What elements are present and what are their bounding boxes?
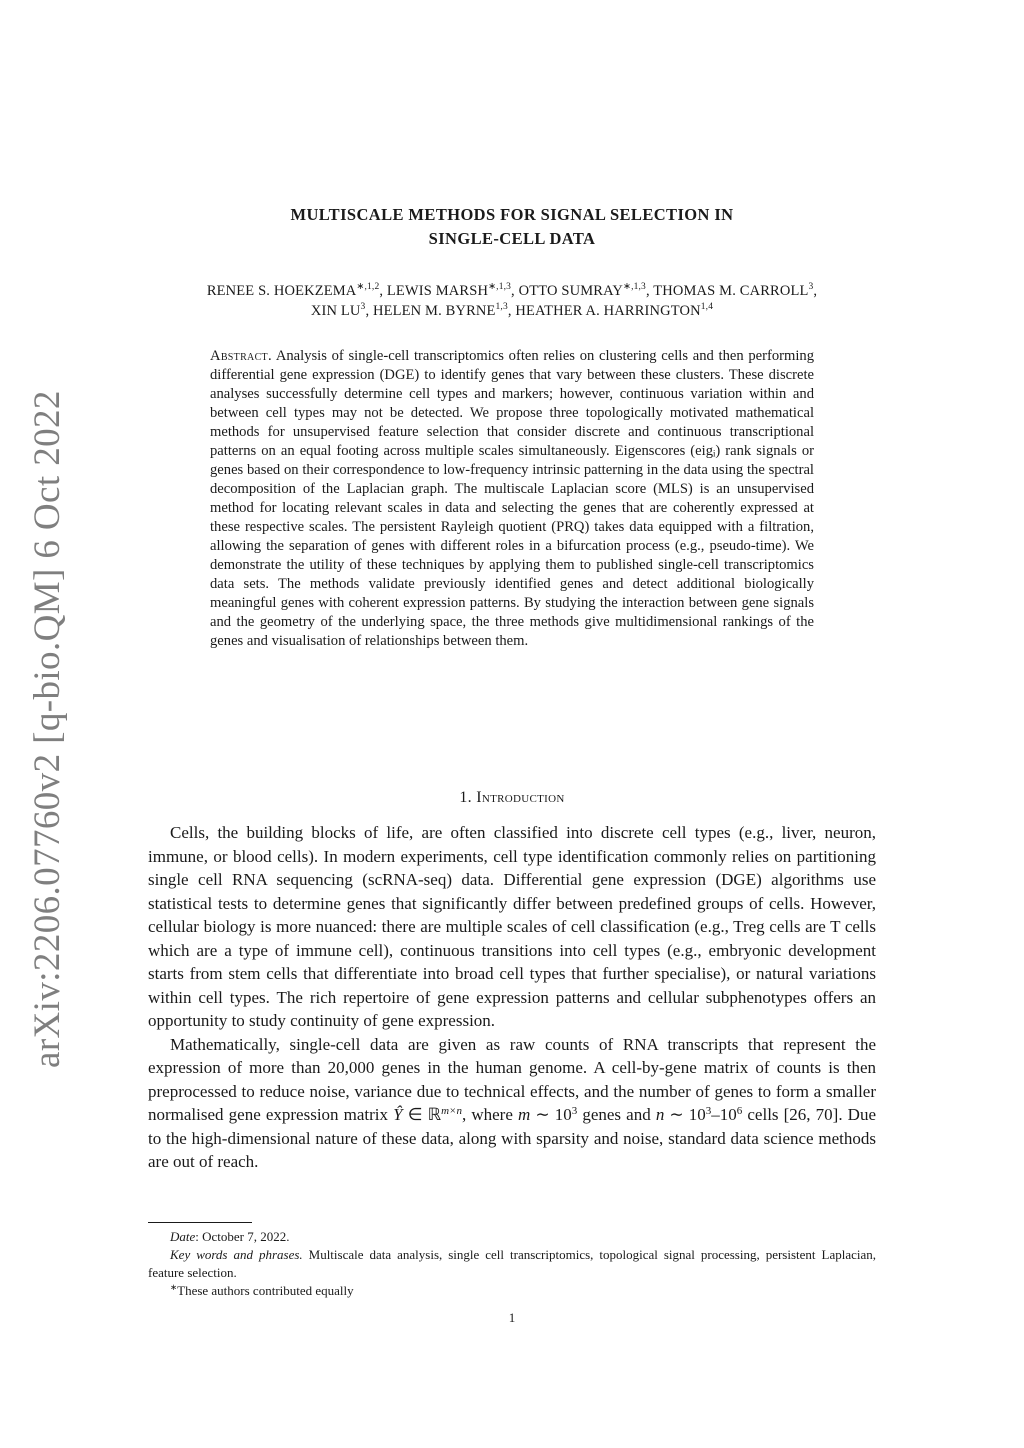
paragraph-text: Mathematically, single-cell data are given as raw counts of RNA transcripts that represent the expression of more than 20,000 genes in the human genome. A cell-by-gene matrix of counts is then preprocessed to reduce noise, variance due to technical effects, and the number of genes to form a smaller normalised gene expression matrix xyxy=(148,1034,876,1124)
author-affiliation: ∗,1,3 xyxy=(622,282,646,292)
math-superscript: 3 xyxy=(571,1105,578,1117)
author-name: LEWIS MARSH xyxy=(386,283,489,299)
paragraph xyxy=(148,1033,876,1174)
math-matrix-symbol: Ŷ xyxy=(393,1105,403,1124)
paragraph: Cells, the building blocks of life, are often classified into discrete cell types (e.g., liver, neuron, immune, or blood cells). In modern experiments, cell type identification commonly relies on partitioning single cell RNA sequencing (scRNA-seq) data. Differential gene expression (DGE) algorithms use statistical tests to determine genes that significantly differ between predefined groups of cells. However, cellular biology is more nuanced: there are multiple scales of cell classification (e.g., Treg cells are T cells which are a type of immune cell), continuous transitions into cell types (e.g., embryonic development starts from stem cells that differentiate into broad cell types that further specialise), or natural variations within cell types. The rich repertoire of gene expression patterns and cellular subphenotypes offers an opportunity to study continuity of gene expression. xyxy=(148,823,876,1030)
title-line-2: SINGLE-CELL DATA xyxy=(428,229,596,248)
author-line-2: XIN $LU^3$, HELEN M. BYRNE$^{1,3}$, HEATHER A. HARRINGTON$^{1,4}$ xyxy=(310,302,714,319)
paragraph-text: genes and xyxy=(577,1105,656,1124)
footnotes xyxy=(148,1228,876,1300)
page-number: 1 xyxy=(508,1310,516,1325)
author-name: HEATHER A. HARRINGTON xyxy=(515,303,701,319)
author-name: XIN LU xyxy=(310,303,361,319)
math-superscript: m×n xyxy=(441,1105,462,1117)
section-number: 1. xyxy=(459,789,472,806)
math-superscript: 3 xyxy=(705,1105,712,1117)
abstract-label: Abstract. xyxy=(210,348,272,364)
footnote-text: These authors contributed equally xyxy=(177,1283,354,1298)
footnote-equal-contribution xyxy=(148,1282,876,1300)
math-text: –10 xyxy=(711,1105,737,1124)
author-affiliation: 3 xyxy=(360,302,366,312)
footnote-label: Key words and phrases. xyxy=(170,1247,303,1262)
math-variable: n xyxy=(655,1105,665,1124)
author-name: RENEE S. HOEKZEMA xyxy=(206,283,357,299)
math-variable: m xyxy=(517,1105,531,1124)
math-text: ∈ ℝ xyxy=(402,1105,442,1124)
footnote-date xyxy=(148,1228,876,1246)
author-affiliation: ∗,1,3 xyxy=(488,282,512,292)
paragraph-text: cells [26, 70]. Due to the high-dimensional nature of these data, along with sparsity and noise, standard data science methods are out of reach. xyxy=(148,1105,877,1171)
section-title: Introduction xyxy=(476,789,565,806)
footnote-text: : October 7, 2022. xyxy=(195,1229,290,1244)
author-affiliation: ∗,1,2 xyxy=(356,282,380,292)
math-superscript: 6 xyxy=(736,1105,743,1117)
author-list xyxy=(120,281,904,321)
footnote-divider xyxy=(148,1222,252,1223)
footnote-text: Multiscale data analysis, single cell transcriptomics, topological signal processing, persistent Laplacian, feature selection. xyxy=(148,1247,877,1280)
author-affiliation: 1,4 xyxy=(700,302,714,312)
introduction-body xyxy=(148,821,876,1174)
author-name: THOMAS M. CARROLL xyxy=(653,283,809,299)
paragraph-text: , where xyxy=(461,1105,518,1124)
author-affiliation: 1,3 xyxy=(495,302,508,312)
abstract xyxy=(210,347,814,651)
footnote-keywords xyxy=(148,1246,876,1282)
author-name: OTTO SUMRAY xyxy=(518,283,623,299)
abstract-text: Analysis of single-cell transcriptomics often relies on clustering cells and then performing differential gene expression (DGE) to identify genes that vary between these clusters. These discrete analyses successfully determine cell types and markers; however, continuous variation within and between cell types may not be detected. We propose three topologically motivated mathematical methods for unsupervised feature selection that consider discrete and continuous transcriptional patterns on an equal footing across multiple scales simultaneously. Eigenscores (eigᵢ) rank signals or genes based on their correspondence to low-frequency intrinsic patterning in the data using the spectral decomposition of the Laplacian graph. The multiscale Laplacian score (MLS) is an unsupervised method for locating relevant scales in data and selecting the genes that are coherently expressed at these respective scales. The persistent Rayleigh quotient (PRQ) takes data equipped with a filtration, allowing the separation of genes with different roles in a bifurcation process (e.g., pseudo-time). We demonstrate the utility of these techniques by applying them to published single-cell transcriptomics data sets. The methods validate previously identified genes and detect additional biologically meaningful genes with coherent expression patterns. By studying the interaction between gene signals and the geometry of the underlying space, the three methods give multidimensional rankings of the genes and visualisation of relationships between them. xyxy=(210,348,815,649)
math-text: ∼ 10 xyxy=(530,1105,572,1124)
arxiv-identifier-stamp: arXiv:2206.07760v2 [q-bio.QM] 6 Oct 2022 xyxy=(27,390,68,1068)
title-line-1: MULTISCALE METHODS FOR SIGNAL SELECTION IN xyxy=(290,205,734,224)
section-heading-introduction xyxy=(150,787,874,809)
author-line-1: RENEE S. $HOEKZEMA^{∗,1,2}$, LEWIS $MARSH^{∗,1,3}$, OTTO $SUMRAY^{∗,1,3}$, THOMAS M. CARROLL$^3$, xyxy=(206,282,818,299)
author-name: HELEN M. BYRNE xyxy=(373,303,496,319)
footnote-marker: ∗ xyxy=(170,1282,178,1292)
math-text: ∼ 10 xyxy=(664,1105,706,1124)
author-affiliation: 3 xyxy=(808,282,814,292)
footnote-label: Date xyxy=(170,1229,196,1244)
paper-title xyxy=(150,203,874,251)
